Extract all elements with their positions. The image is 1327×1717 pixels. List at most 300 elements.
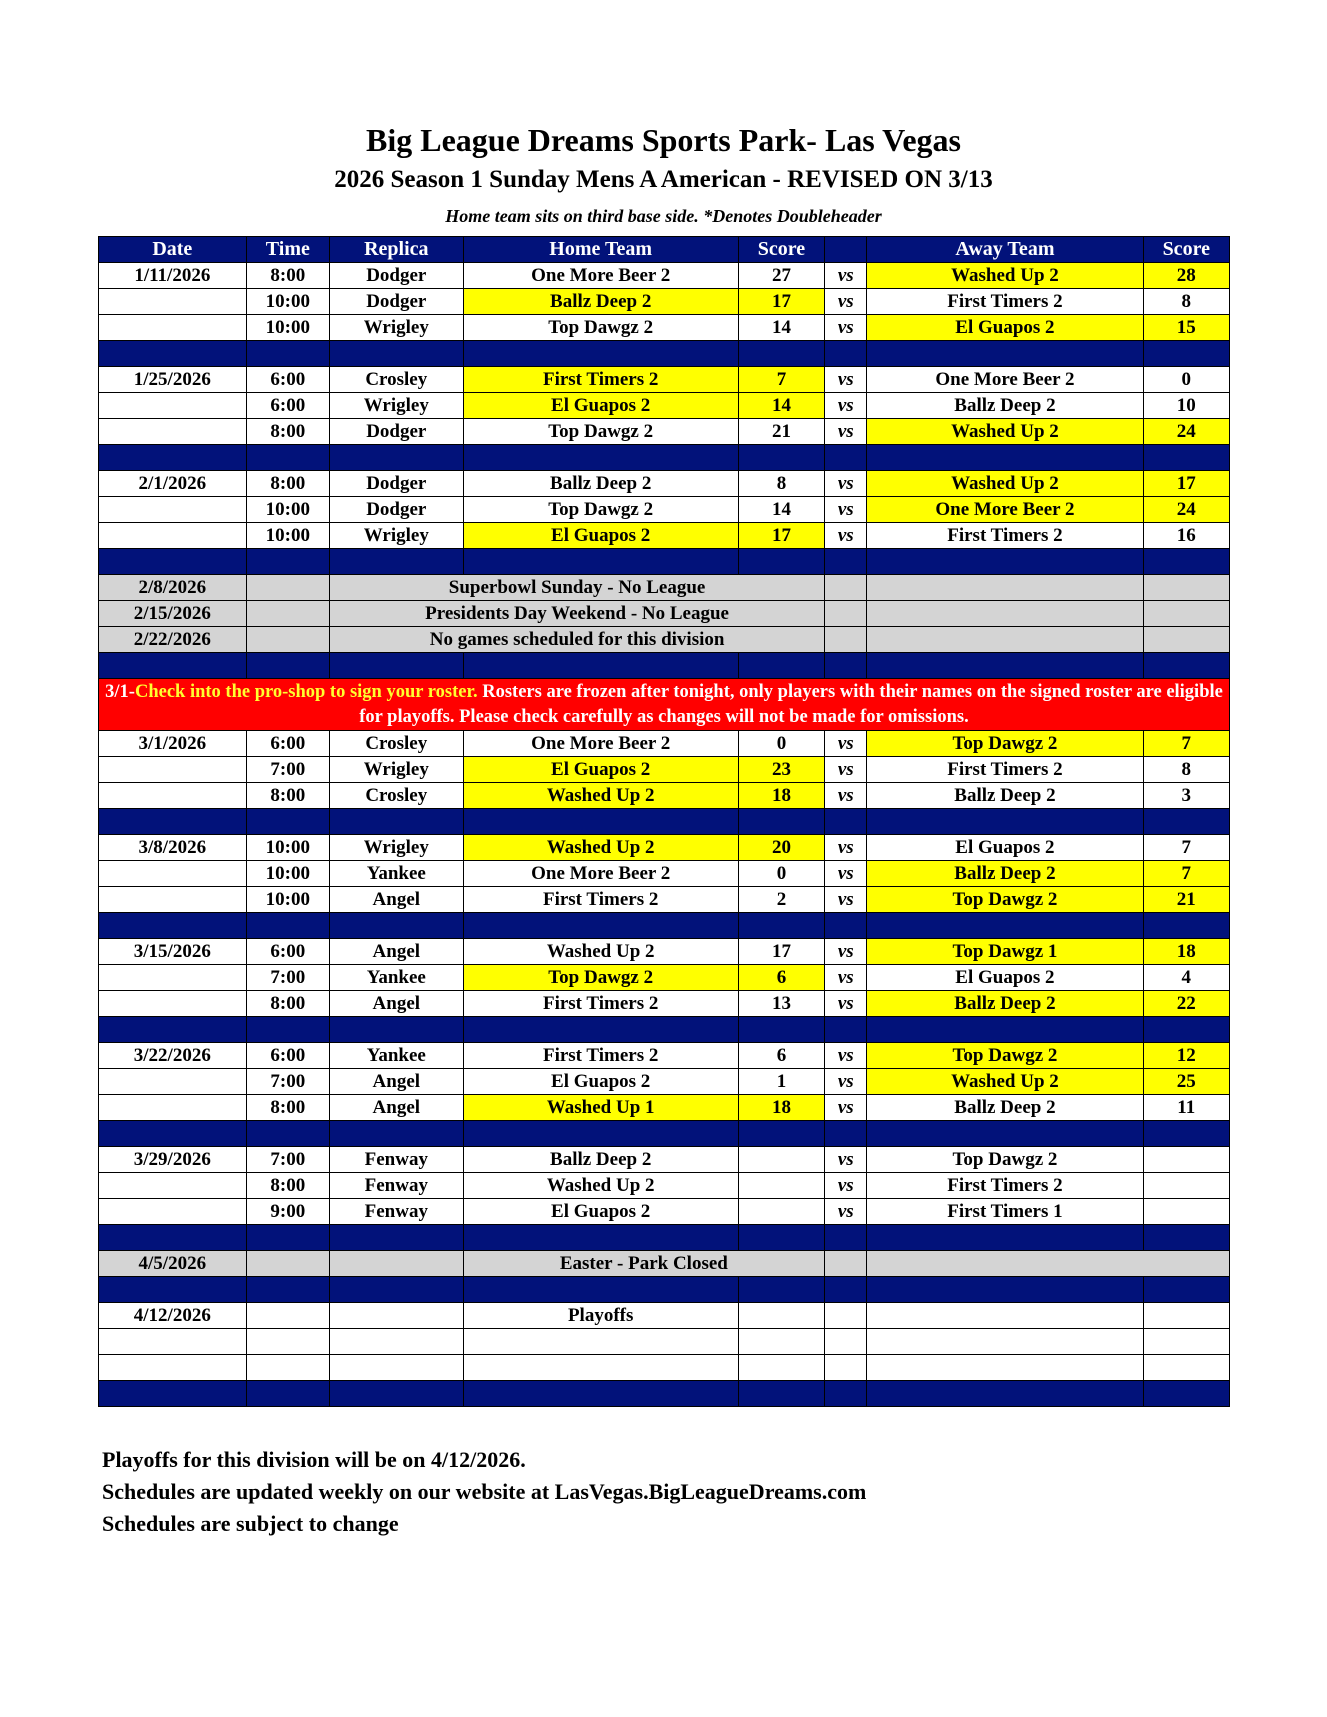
separator-cell [738, 445, 824, 471]
vs-label: vs [825, 861, 867, 887]
vs-label: vs [825, 367, 867, 393]
game-time: 10:00 [246, 315, 329, 341]
off-time [246, 601, 329, 627]
game-row [99, 835, 1230, 861]
game-row [99, 471, 1230, 497]
separator-cell [825, 1277, 867, 1303]
game-replica: Fenway [330, 1199, 464, 1225]
game-time: 8:00 [246, 1173, 329, 1199]
game-date [99, 887, 247, 913]
separator-cell [1143, 809, 1229, 835]
away-team: Washed Up 2 [867, 471, 1143, 497]
game-time: 10:00 [246, 835, 329, 861]
game-replica: Dodger [330, 263, 464, 289]
game-row [99, 991, 1230, 1017]
separator-cell [1143, 445, 1229, 471]
vs-label: vs [825, 315, 867, 341]
off-away [867, 601, 1143, 627]
blank-row [99, 1329, 1230, 1355]
home-score: 7 [738, 367, 824, 393]
away-team: One More Beer 2 [867, 497, 1143, 523]
home-score [738, 1147, 824, 1173]
off-date: 2/8/2026 [99, 575, 247, 601]
home-team: Top Dawgz 2 [463, 419, 738, 445]
separator-cell [825, 445, 867, 471]
home-team: Top Dawgz 2 [463, 315, 738, 341]
away-team: Ballz Deep 2 [867, 991, 1143, 1017]
game-row [99, 523, 1230, 549]
game-time: 10:00 [246, 523, 329, 549]
game-date [99, 523, 247, 549]
off-date: 2/15/2026 [99, 601, 247, 627]
home-score [738, 1173, 824, 1199]
home-score [738, 1199, 824, 1225]
home-team: El Guapos 2 [463, 757, 738, 783]
game-row [99, 393, 1230, 419]
game-date [99, 497, 247, 523]
separator-cell [867, 1225, 1143, 1251]
no-league-row [99, 575, 1230, 601]
separator-row [99, 1017, 1230, 1043]
playoffs-away-score [1143, 1303, 1229, 1329]
no-league-row [99, 601, 1230, 627]
separator-cell [738, 1017, 824, 1043]
separator-cell [246, 1017, 329, 1043]
game-replica: Wrigley [330, 757, 464, 783]
page-note: Home team sits on third base side. *Denotes Doubleheader [445, 206, 882, 226]
game-row [99, 965, 1230, 991]
separator-cell [463, 1017, 738, 1043]
separator-row [99, 1277, 1230, 1303]
game-row [99, 419, 1230, 445]
col-date: Date [99, 237, 247, 263]
away-team: El Guapos 2 [867, 965, 1143, 991]
closed-replica [330, 1251, 464, 1277]
blank-cell [463, 1329, 738, 1355]
blank-cell [246, 1329, 329, 1355]
home-team: Ballz Deep 2 [463, 471, 738, 497]
vs-label: vs [825, 523, 867, 549]
separator-cell [99, 341, 247, 367]
playoffs-replica [330, 1303, 464, 1329]
home-score: 20 [738, 835, 824, 861]
separator-row [99, 341, 1230, 367]
vs-label: vs [825, 939, 867, 965]
blank-cell [99, 1355, 247, 1381]
home-team: El Guapos 2 [463, 1199, 738, 1225]
roster-notice [99, 679, 1230, 731]
home-score: 17 [738, 939, 824, 965]
game-date [99, 1173, 247, 1199]
closed-vs [825, 1251, 867, 1277]
separator-cell [463, 809, 738, 835]
away-score: 17 [1143, 471, 1229, 497]
home-team: Washed Up 2 [463, 783, 738, 809]
vs-label: vs [825, 1173, 867, 1199]
separator-cell [1143, 341, 1229, 367]
game-date [99, 1069, 247, 1095]
separator-cell [867, 445, 1143, 471]
playoffs-away [867, 1303, 1143, 1329]
separator-cell [867, 1381, 1143, 1407]
separator-cell [463, 1381, 738, 1407]
away-team: Top Dawgz 2 [867, 887, 1143, 913]
game-time: 8:00 [246, 471, 329, 497]
separator-cell [825, 1381, 867, 1407]
separator-cell [867, 341, 1143, 367]
separator-cell [825, 809, 867, 835]
game-row [99, 731, 1230, 757]
separator-cell [738, 1225, 824, 1251]
separator-cell [99, 1017, 247, 1043]
vs-label: vs [825, 783, 867, 809]
game-date [99, 783, 247, 809]
separator-cell [825, 1017, 867, 1043]
separator-cell [738, 1121, 824, 1147]
game-row [99, 1147, 1230, 1173]
separator-cell [825, 549, 867, 575]
game-row [99, 887, 1230, 913]
game-replica: Angel [330, 939, 464, 965]
playoffs-vs [825, 1303, 867, 1329]
home-score: 14 [738, 393, 824, 419]
game-replica: Dodger [330, 419, 464, 445]
home-score: 21 [738, 419, 824, 445]
footer-line: Schedules are subject to change [102, 1511, 399, 1536]
separator-cell [463, 1121, 738, 1147]
blank-cell [1143, 1329, 1229, 1355]
home-team: Washed Up 1 [463, 1095, 738, 1121]
no-league-row [99, 627, 1230, 653]
away-score: 28 [1143, 263, 1229, 289]
game-row [99, 1199, 1230, 1225]
vs-label: vs [825, 263, 867, 289]
game-time: 10:00 [246, 289, 329, 315]
off-vs [825, 575, 867, 601]
home-score: 6 [738, 965, 824, 991]
home-team: Washed Up 2 [463, 939, 738, 965]
game-date [99, 419, 247, 445]
playoffs-score [738, 1303, 824, 1329]
home-score: 17 [738, 289, 824, 315]
away-team: Top Dawgz 2 [867, 731, 1143, 757]
separator-cell [99, 913, 247, 939]
separator-cell [463, 549, 738, 575]
blank-cell [463, 1355, 738, 1381]
away-team: El Guapos 2 [867, 315, 1143, 341]
away-team: One More Beer 2 [867, 367, 1143, 393]
vs-label: vs [825, 965, 867, 991]
away-score: 21 [1143, 887, 1229, 913]
separator-cell [246, 1225, 329, 1251]
game-replica: Angel [330, 1069, 464, 1095]
separator-cell [738, 809, 824, 835]
home-score: 0 [738, 731, 824, 757]
separator-cell [825, 1121, 867, 1147]
away-score: 7 [1143, 835, 1229, 861]
home-score: 13 [738, 991, 824, 1017]
blank-cell [738, 1329, 824, 1355]
separator-cell [867, 1277, 1143, 1303]
game-date: 3/29/2026 [99, 1147, 247, 1173]
notice-date: 3/1- [105, 681, 135, 702]
game-time: 10:00 [246, 887, 329, 913]
home-team: One More Beer 2 [463, 861, 738, 887]
vs-label: vs [825, 991, 867, 1017]
game-time: 7:00 [246, 757, 329, 783]
home-team: El Guapos 2 [463, 393, 738, 419]
header-row [99, 237, 1230, 263]
game-row [99, 939, 1230, 965]
separator-cell [330, 1225, 464, 1251]
separator-cell [463, 445, 738, 471]
separator-cell [1143, 1121, 1229, 1147]
home-team: One More Beer 2 [463, 263, 738, 289]
off-score [1143, 601, 1229, 627]
away-score [1143, 1173, 1229, 1199]
game-date: 3/15/2026 [99, 939, 247, 965]
notice-text: Rosters are frozen after tonight, only players with their names on the signed roster are eligible for playoffs. Please check carefully as changes will not be made for omissions. [359, 681, 1223, 727]
separator-cell [867, 809, 1143, 835]
separator-cell [99, 549, 247, 575]
game-date [99, 861, 247, 887]
game-replica: Wrigley [330, 315, 464, 341]
separator-cell [99, 1225, 247, 1251]
separator-cell [738, 549, 824, 575]
closed-away [867, 1251, 1230, 1277]
separator-cell [867, 549, 1143, 575]
game-row [99, 861, 1230, 887]
separator-row [99, 1381, 1230, 1407]
blank-cell [867, 1329, 1143, 1355]
separator-cell [1143, 653, 1229, 679]
away-score: 12 [1143, 1043, 1229, 1069]
game-row [99, 1095, 1230, 1121]
off-vs [825, 601, 867, 627]
separator-cell [867, 653, 1143, 679]
home-team: El Guapos 2 [463, 1069, 738, 1095]
game-row [99, 289, 1230, 315]
separator-cell [738, 341, 824, 367]
separator-cell [246, 653, 329, 679]
col-away-team: Away Team [867, 237, 1143, 263]
separator-cell [825, 913, 867, 939]
game-date [99, 991, 247, 1017]
separator-cell [463, 341, 738, 367]
home-team: One More Beer 2 [463, 731, 738, 757]
home-score: 17 [738, 523, 824, 549]
separator-cell [330, 653, 464, 679]
separator-cell [330, 445, 464, 471]
away-team: Ballz Deep 2 [867, 861, 1143, 887]
separator-row [99, 1225, 1230, 1251]
off-time [246, 575, 329, 601]
away-team: First Timers 2 [867, 523, 1143, 549]
footer-line: Schedules are updated weekly on our website at LasVegas.BigLeagueDreams.com [102, 1479, 867, 1504]
away-team: Top Dawgz 2 [867, 1147, 1143, 1173]
home-score: 2 [738, 887, 824, 913]
blank-cell [825, 1329, 867, 1355]
separator-row [99, 1121, 1230, 1147]
separator-cell [463, 653, 738, 679]
game-time: 6:00 [246, 1043, 329, 1069]
game-row [99, 263, 1230, 289]
away-score: 7 [1143, 731, 1229, 757]
separator-cell [738, 913, 824, 939]
separator-cell [246, 341, 329, 367]
game-replica: Yankee [330, 1043, 464, 1069]
game-row [99, 757, 1230, 783]
game-replica: Dodger [330, 289, 464, 315]
separator-cell [1143, 913, 1229, 939]
game-replica: Angel [330, 991, 464, 1017]
home-team: Top Dawgz 2 [463, 965, 738, 991]
separator-cell [330, 1121, 464, 1147]
vs-label: vs [825, 1043, 867, 1069]
away-team: Ballz Deep 2 [867, 783, 1143, 809]
separator-cell [330, 549, 464, 575]
separator-cell [1143, 549, 1229, 575]
blank-cell [1143, 1355, 1229, 1381]
page-subtitle: 2026 Season 1 Sunday Mens A American - REVISED ON 3/13 [334, 166, 993, 193]
schedule-table [98, 236, 1230, 1407]
separator-cell [867, 1121, 1143, 1147]
separator-cell [1143, 1017, 1229, 1043]
separator-cell [246, 913, 329, 939]
separator-cell [99, 1121, 247, 1147]
vs-label: vs [825, 471, 867, 497]
game-time: 6:00 [246, 367, 329, 393]
park-closed-row [99, 1251, 1230, 1277]
game-row [99, 783, 1230, 809]
game-date [99, 289, 247, 315]
game-replica: Yankee [330, 861, 464, 887]
game-date [99, 1199, 247, 1225]
game-date [99, 757, 247, 783]
separator-cell [99, 1381, 247, 1407]
away-score: 7 [1143, 861, 1229, 887]
home-team: Washed Up 2 [463, 835, 738, 861]
separator-cell [825, 341, 867, 367]
game-replica: Yankee [330, 965, 464, 991]
away-team: Ballz Deep 2 [867, 1095, 1143, 1121]
home-score: 18 [738, 1095, 824, 1121]
off-score [1143, 575, 1229, 601]
blank-cell [330, 1329, 464, 1355]
game-date: 3/8/2026 [99, 835, 247, 861]
off-away [867, 575, 1143, 601]
col-home-team: Home Team [463, 237, 738, 263]
away-score: 3 [1143, 783, 1229, 809]
vs-label: vs [825, 887, 867, 913]
game-date: 2/1/2026 [99, 471, 247, 497]
game-date: 3/22/2026 [99, 1043, 247, 1069]
separator-cell [99, 1277, 247, 1303]
game-replica: Dodger [330, 497, 464, 523]
separator-cell [1143, 1381, 1229, 1407]
col-vs [825, 237, 867, 263]
vs-label: vs [825, 393, 867, 419]
away-score: 22 [1143, 991, 1229, 1017]
separator-row [99, 809, 1230, 835]
away-team: First Timers 2 [867, 1173, 1143, 1199]
closed-date: 4/5/2026 [99, 1251, 247, 1277]
off-reason: Superbowl Sunday - No League [330, 575, 825, 601]
vs-label: vs [825, 835, 867, 861]
away-score [1143, 1147, 1229, 1173]
separator-cell [825, 1225, 867, 1251]
blank-cell [738, 1355, 824, 1381]
game-time: 7:00 [246, 1147, 329, 1173]
separator-cell [1143, 1225, 1229, 1251]
closed-reason: Easter - Park Closed [463, 1251, 825, 1277]
separator-cell [330, 341, 464, 367]
blank-cell [330, 1355, 464, 1381]
separator-cell [246, 1277, 329, 1303]
notice-highlight: Check into the pro-shop to sign your roster. [134, 681, 478, 702]
home-team: Top Dawgz 2 [463, 497, 738, 523]
vs-label: vs [825, 497, 867, 523]
blank-cell [825, 1355, 867, 1381]
separator-cell [99, 445, 247, 471]
separator-cell [463, 913, 738, 939]
separator-cell [99, 809, 247, 835]
vs-label: vs [825, 757, 867, 783]
away-score: 24 [1143, 497, 1229, 523]
separator-cell [738, 1381, 824, 1407]
game-time: 7:00 [246, 1069, 329, 1095]
game-date [99, 315, 247, 341]
separator-cell [99, 653, 247, 679]
separator-cell [330, 1017, 464, 1043]
away-team: Ballz Deep 2 [867, 393, 1143, 419]
playoffs-time [246, 1303, 329, 1329]
separator-cell [330, 1381, 464, 1407]
game-replica: Wrigley [330, 523, 464, 549]
vs-label: vs [825, 1095, 867, 1121]
separator-cell [246, 809, 329, 835]
vs-label: vs [825, 731, 867, 757]
separator-cell [738, 653, 824, 679]
game-time: 8:00 [246, 263, 329, 289]
home-team: Ballz Deep 2 [463, 289, 738, 315]
playoffs-row [99, 1303, 1230, 1329]
game-replica: Angel [330, 1095, 464, 1121]
vs-label: vs [825, 1199, 867, 1225]
off-time [246, 627, 329, 653]
col-away-score: Score [1143, 237, 1229, 263]
game-replica: Dodger [330, 471, 464, 497]
game-row [99, 1043, 1230, 1069]
home-team: Ballz Deep 2 [463, 1147, 738, 1173]
separator-cell [246, 1121, 329, 1147]
home-team: El Guapos 2 [463, 523, 738, 549]
col-replica: Replica [330, 237, 464, 263]
away-score: 8 [1143, 289, 1229, 315]
home-team: Washed Up 2 [463, 1173, 738, 1199]
away-score: 24 [1143, 419, 1229, 445]
separator-row [99, 549, 1230, 575]
game-row [99, 1173, 1230, 1199]
game-row [99, 315, 1230, 341]
separator-cell [330, 913, 464, 939]
closed-time [246, 1251, 329, 1277]
away-team: El Guapos 2 [867, 835, 1143, 861]
separator-row [99, 445, 1230, 471]
off-reason: Presidents Day Weekend - No League [330, 601, 825, 627]
playoffs-label: Playoffs [463, 1303, 738, 1329]
off-away [867, 627, 1143, 653]
